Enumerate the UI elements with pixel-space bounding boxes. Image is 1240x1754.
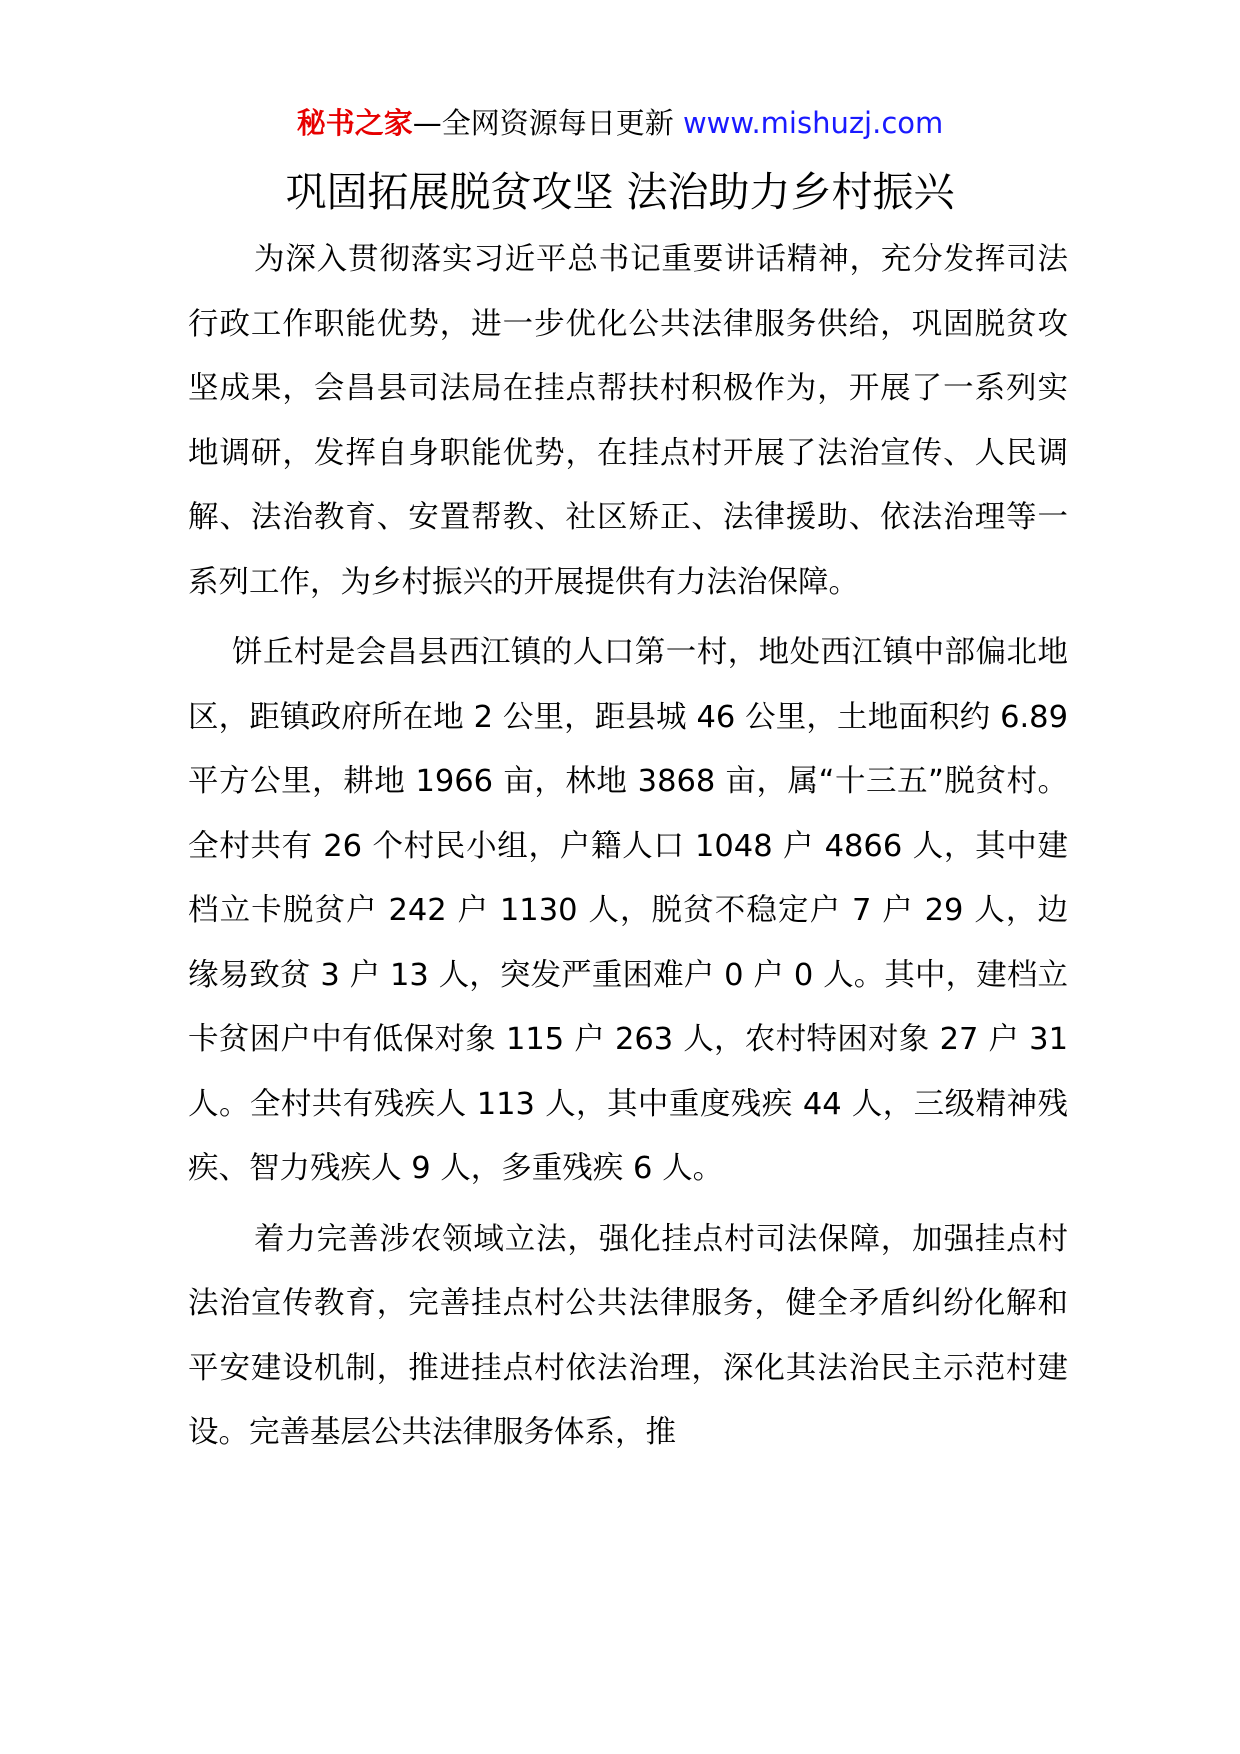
paragraph-intro: 为深入贯彻落实习近平总书记重要讲话精神，充分发挥司法行政工作职能优势，进一步优化公共法律服务供给，巩固脱贫攻坚成果，会昌县司法局在挂点帮扶村积极作为，开展了一系列实地调研，发挥自身职能优势，在挂点村开展了法治宣传、人民调解、法治教育、安置帮教、社区矫正、法律援助、依法治理等一系列工作，为乡村振兴的开展提供有力法治保障。 <box>188 242 1068 600</box>
paragraph-measures: 着力完善涉农领域立法，强化挂点村司法保障，加强挂点村法治宣传教育，完善挂点村公共法律服务，健全矛盾纠纷化解和平安建设机制，推进挂点村依法治理，深化其法治民主示范村建设。完善基层公共法律服务体系，推 <box>188 1221 1068 1450</box>
document-title: 巩固拓展脱贫攻坚 法治助力乡村振兴 <box>285 168 955 216</box>
site-url-link[interactable]: www.mishuzj.com <box>682 106 944 140</box>
site-header <box>0 100 1240 146</box>
site-tagline: —全网资源每日更新 <box>412 106 674 140</box>
paragraph-village-profile: 饼丘村是会昌县西江镇的人口第一村，地处西江镇中部偏北地区，距镇政府所在地 2 公里，距县城 46 公里，土地面积约 6.89 平方公里，耕地 1966 亩，林地 3868 亩，属“十三五”脱贫村。全村共有 26 个村民小组，户籍人口 1048 户 4866 人，其中建档立卡脱贫户 242 户 1130 人，脱贫不稳定户 7 户 29 人，边缘易致贫 3 户 13 人，突发严重困难户 0 户 0 人。其中，建档立卡贫困户中有低保对象 115 户 263 人，农村特困对象 27 户 31 人。全村共有残疾人 113 人，其中重度残疾 44 人，三级精神残疾、智力残疾人 9 人，多重残疾 6 人。 <box>188 635 1068 1186</box>
site-brand: 秘书之家 <box>296 106 413 140</box>
document-body <box>188 228 1068 1466</box>
